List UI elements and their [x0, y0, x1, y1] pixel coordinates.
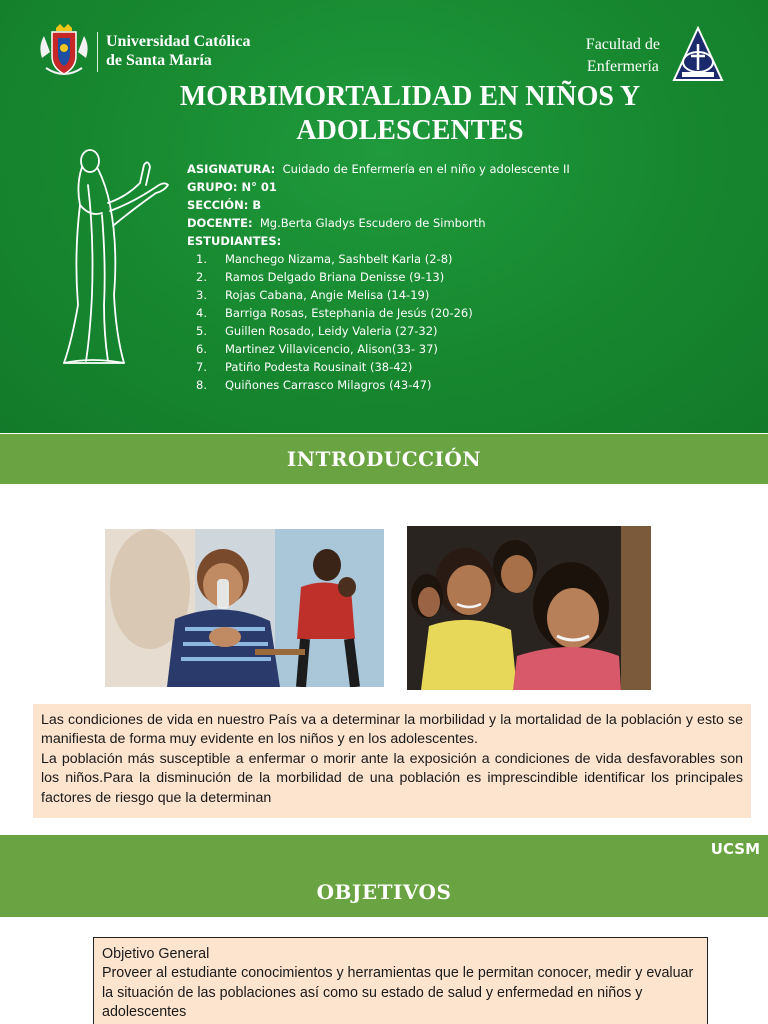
intro-text-box [33, 704, 751, 818]
list-item [187, 322, 570, 340]
header-banner [0, 0, 768, 433]
list-item-name: Quiñones Carrasco Milagros (43-47) [225, 378, 432, 392]
list-item [187, 304, 570, 322]
university-name-line1: Universidad Católica [106, 33, 251, 50]
logo-divider [97, 32, 98, 72]
list-item-number: 5. [196, 324, 207, 338]
list-item-name: Martinez Villavicencio, Alison(33- 37) [225, 342, 438, 356]
objetivo-general-label: Objetivo General [102, 946, 210, 962]
page-title-line2: ADOLESCENTES [296, 115, 524, 146]
asignatura-value: Cuidado de Enfermería en el niño y adolescente II [282, 162, 570, 176]
grupo-label: GRUPO: [187, 180, 238, 194]
docente-row [187, 214, 570, 232]
list-item-number: 1. [196, 252, 207, 266]
university-name [106, 32, 250, 70]
page-title-line1: MORBIMORTALIDAD EN NIÑOS Y [179, 81, 641, 112]
objetivo-general-text: Proveer al estudiante conocimientos y herramientas que le permitan conocer, medir y evaluar la situación de las poblaciones así como su estado de salud y enfermedad en niños y adolescentes [102, 965, 694, 1021]
list-item-number: 2. [196, 270, 207, 284]
list-item-number: 7. [196, 360, 207, 374]
list-item [187, 376, 570, 394]
list-item [187, 358, 570, 376]
smiling-children-photo [407, 526, 651, 690]
list-item [187, 286, 570, 304]
list-item-number: 3. [196, 288, 207, 302]
list-item-name: Ramos Delgado Briana Denisse (9-13) [225, 270, 445, 284]
objetivos-section-band [0, 835, 768, 917]
list-item [187, 268, 570, 286]
asignatura-row [187, 160, 570, 178]
list-item-name: Guillen Rosado, Leidy Valeria (27-32) [225, 324, 438, 338]
course-info [187, 160, 570, 394]
docente-label: DOCENTE: [187, 216, 253, 230]
list-item-name: Manchego Nizama, Sashbelt Karla (2-8) [225, 252, 453, 266]
ucsm-brand-label: UCSM [710, 840, 760, 858]
nursing-faculty-emblem-icon [672, 26, 724, 86]
intro-section-title: INTRODUCCIÓN [286, 447, 482, 471]
list-item-number: 6. [196, 342, 207, 356]
asignatura-label: ASIGNATURA: [187, 162, 276, 176]
faculty-name-line1: Facultad de [585, 36, 660, 53]
list-item-name: Patiño Podesta Rousinait (38-42) [225, 360, 413, 374]
docente-value: Mg.Berta Gladys Escudero de Simborth [259, 216, 486, 230]
seccion-value: B [252, 198, 262, 212]
intro-section-band [0, 434, 768, 484]
list-item [187, 340, 570, 358]
list-item-number: 4. [196, 306, 207, 320]
page-title [110, 80, 710, 148]
child-nebulizer-photo [105, 529, 384, 687]
objetivos-section-title: OBJETIVOS [316, 880, 452, 904]
university-crest-icon [36, 22, 92, 80]
list-item-name: Rojas Cabana, Angie Melisa (14-19) [225, 288, 430, 302]
seccion-label: SECCIÓN: [187, 198, 249, 212]
intro-paragraph-1: Las condiciones de vida en nuestro País va a determinar la morbilidad y la mortalidad de la población y esto se manifiesta de forma muy evidente en los niños y en los adolescentes. [41, 712, 743, 748]
intro-paragraph-2: La población más susceptible a enfermar o morir ante la exposición a condiciones de vida desfavorables son los niños.Para la disminución de la morbilidad de una población es imprescindible identificar los principales factores de riesgo que la determinan [41, 750, 743, 806]
student-list [187, 250, 570, 394]
seccion-row [187, 196, 570, 214]
grupo-value: N° 01 [241, 180, 277, 194]
grupo-row [187, 178, 570, 196]
list-item [187, 250, 570, 268]
objetivo-general-box [93, 937, 708, 1024]
faculty-name [586, 34, 660, 78]
list-item-number: 8. [196, 378, 207, 392]
virgin-statue-icon [52, 145, 182, 370]
estudiantes-label: ESTUDIANTES: [187, 234, 282, 248]
list-item-name: Barriga Rosas, Estephania de Jesús (20-26) [225, 306, 473, 320]
university-name-line2: de Santa María [106, 52, 212, 69]
faculty-name-line2: Enfermería [586, 58, 659, 75]
